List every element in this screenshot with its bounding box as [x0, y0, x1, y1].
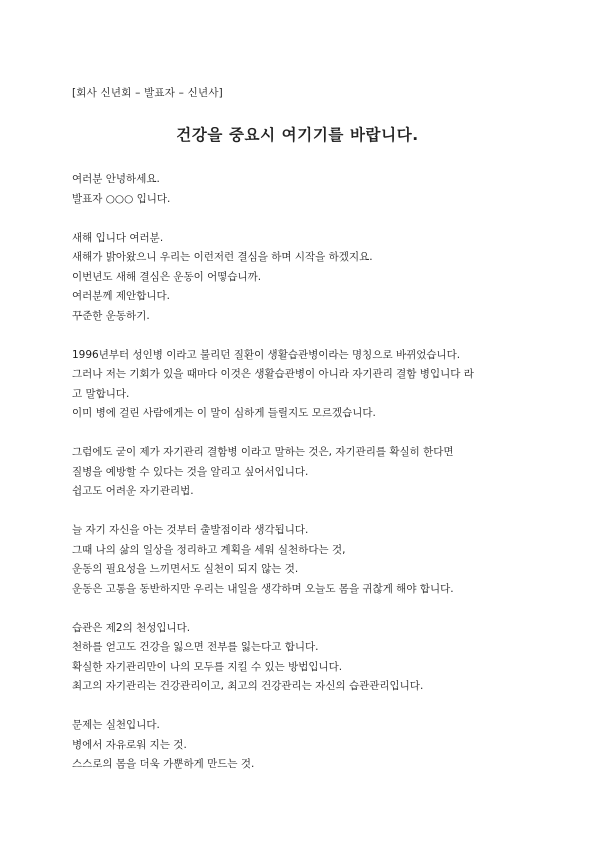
document-header: [회사 신년회 – 발표자 – 신년사] [72, 87, 223, 99]
body-line: 병에서 자유로워 지는 것. [72, 738, 187, 751]
body-line: 그럼에도 굳이 제가 자기관리 결함병 이라고 말하는 것은, 자기관리를 확실히 한다면 [72, 446, 454, 458]
body-line: 최고의 자기관리는 건강관리이고, 최고의 건강관리는 자신의 습관관리입니다. [72, 680, 424, 692]
paragraph-break [72, 599, 532, 619]
body-line: 이번년도 새해 결심은 운동이 어떻습니까. [72, 270, 262, 283]
body-line: 쉽고도 어려운 자기관리법. [72, 485, 194, 497]
body-line: 1996년부터 성인병 이라고 불리던 질환이 생활습관병이라는 명칭으로 바뀌었습니다. [72, 348, 461, 361]
paragraph-break [72, 424, 532, 444]
body-line: 늘 자기 자신을 아는 것부터 출발점이라 생각됩니다. [72, 524, 309, 536]
paragraph-break [72, 209, 532, 229]
body-line: 꾸준한 운동하기. [72, 309, 150, 322]
body-line: 확실한 자기관리만이 나의 모두를 지킬 수 있는 방법입니다. [72, 660, 343, 673]
body-line: 천하를 얻고도 건강을 잃으면 전부를 잃는다고 합니다. [72, 641, 319, 653]
body-line: 그때 나의 삶의 일상을 정리하고 계획을 세워 실천하다는 것, [72, 543, 346, 556]
body-line: 그러나 저는 기회가 있을 때마다 이것은 생활습관병이 아니라 자기관리 결함 병입니다 라 [72, 368, 474, 380]
body-line: 문제는 실천입니다. [72, 719, 160, 731]
paragraph-break [72, 502, 532, 522]
body-line: 새해 입니다 여러분. [72, 231, 164, 244]
body-line: 질병을 예방할 수 있다는 것을 알리고 싶어서입니다. [72, 465, 309, 478]
document-title: 건강을 중요시 여기기를 바랍니다. [176, 126, 419, 144]
body-line: 운동의 필요성을 느끼면서도 실천이 되지 않는 것. [72, 563, 299, 575]
body-line: 발표자 ○○○ 입니다. [72, 192, 171, 205]
body-line: 습관은 제2의 천성입니다. [72, 621, 191, 634]
body-line: 운동은 고통을 동반하지만 우리는 내일을 생각하며 오늘도 몸을 귀찮게 해야 합니다. [72, 582, 454, 595]
body-line: 여러분 안녕하세요. [72, 173, 160, 185]
paragraph-break [72, 326, 532, 346]
body-line: 고 말합니다. [72, 387, 130, 400]
body-line: 이미 병에 걸린 사람에게는 이 말이 심하게 들릴지도 모르겠습니다. [72, 407, 376, 419]
body-line: 새해가 밝아왔으니 우리는 이런저런 결심을 하며 시작을 하겠지요. [72, 251, 373, 263]
document-body [72, 170, 532, 775]
paragraph-break [72, 697, 532, 717]
body-line: 여러분께 제안합니다. [72, 290, 170, 302]
body-line: 스스로의 몸을 더욱 가뿐하게 만드는 것. [72, 758, 255, 770]
